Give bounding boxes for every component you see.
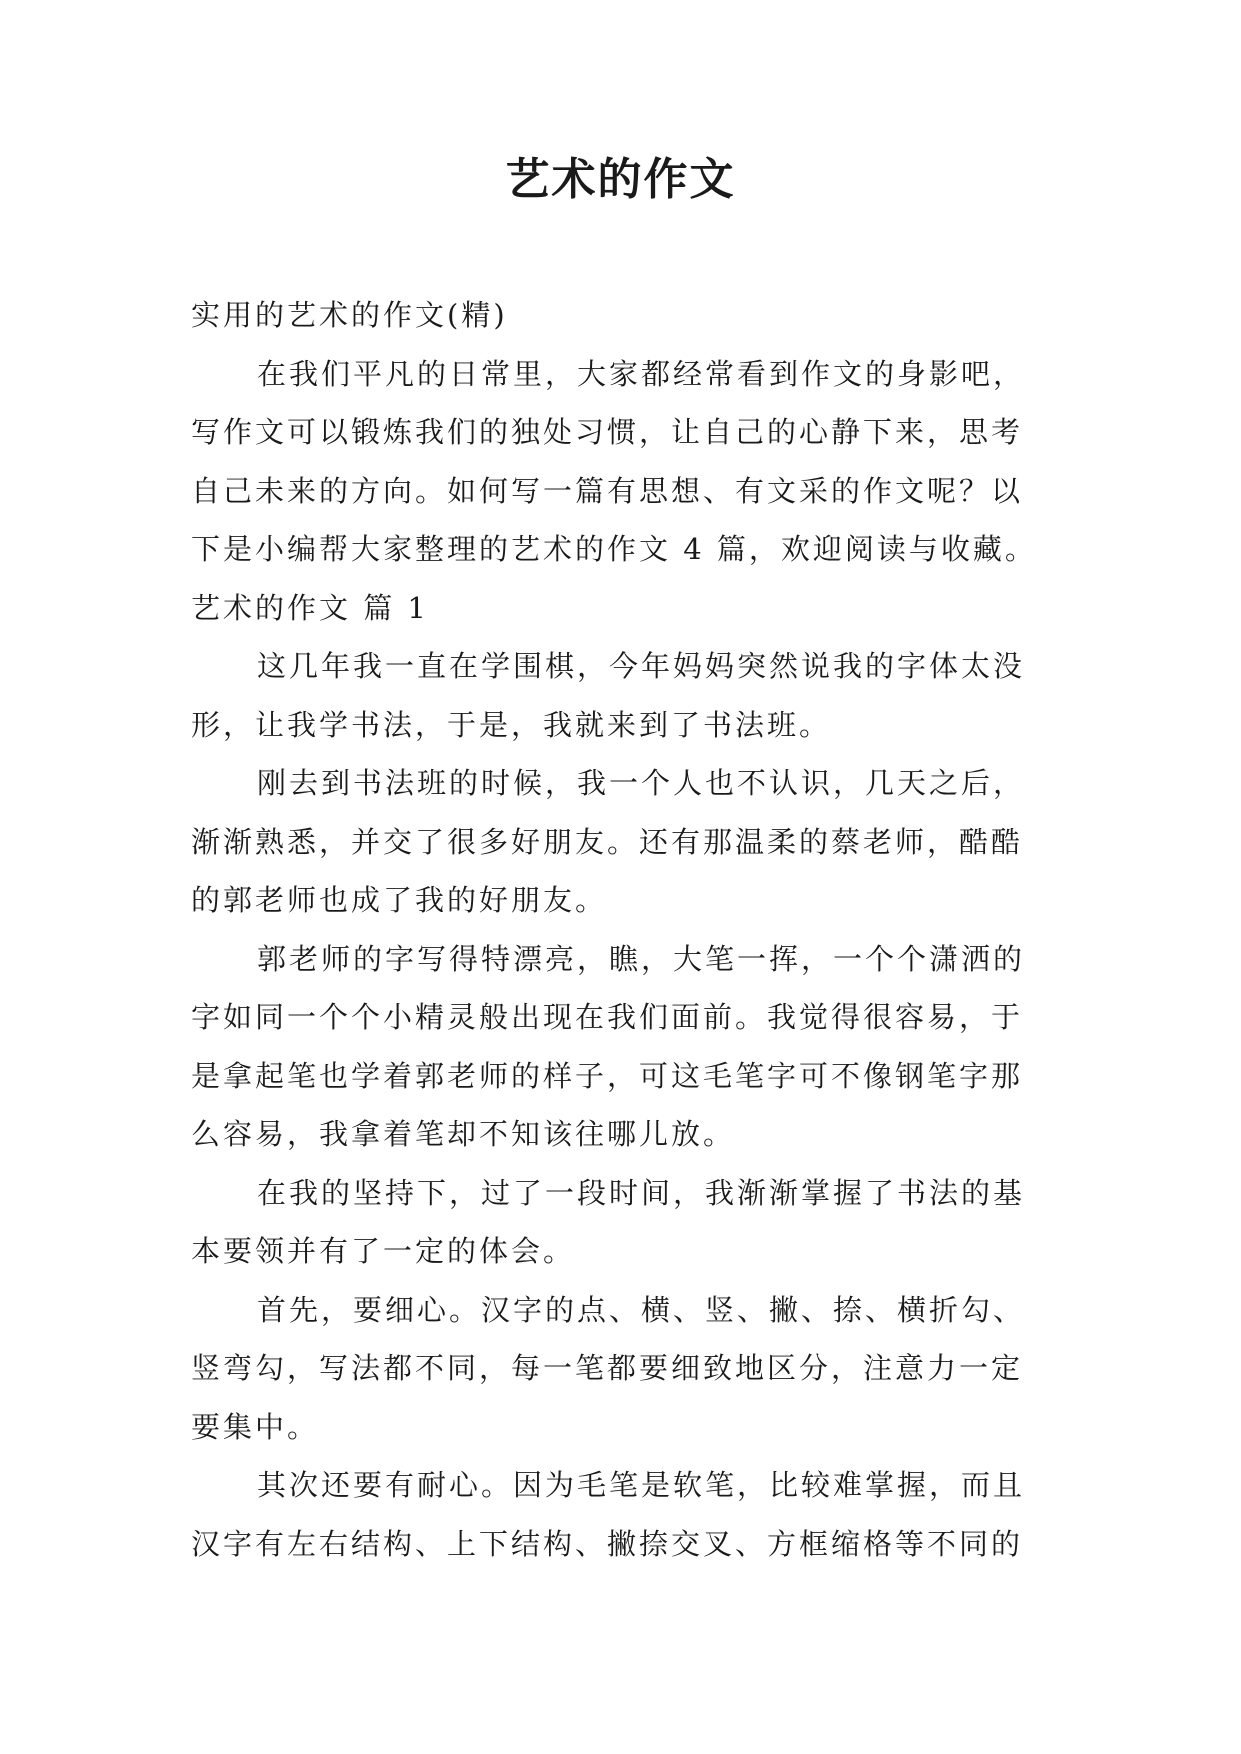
text-line: 的郭老师也成了我的好朋友。 xyxy=(191,883,608,917)
document-title: 艺术的作文 xyxy=(505,154,736,205)
text-line: 在我们平凡的日常里，大家都经常看到作文的身影吧， xyxy=(257,356,1026,391)
text-line: 要集中。 xyxy=(191,1409,320,1444)
text-line: 郭老师的字写得特漂亮，瞧，大笔一挥，一个个潇洒的 xyxy=(257,941,1026,976)
text-line: 这几年我一直在学围棋，今年妈妈突然说我的字体太没 xyxy=(257,649,1026,683)
text-line: 自己未来的方向。如何写一篇有思想、有文采的作文呢？以 xyxy=(191,473,1024,508)
text-line: 字如同一个个小精灵般出现在我们面前。我觉得很容易，于 xyxy=(191,1000,1024,1034)
text-line: 本要领并有了一定的体会。 xyxy=(191,1234,576,1268)
text-line: 在我的坚持下，过了一段时间，我渐渐掌握了书法的基 xyxy=(257,1175,1026,1210)
text-line: 是拿起笔也学着郭老师的样子，可这毛笔字可不像钢笔字那 xyxy=(191,1058,1024,1093)
text-line: 其次还要有耐心。因为毛笔是软笔，比较难掌握，而且 xyxy=(257,1468,1026,1502)
text-line: 艺术的作文 篇 1 xyxy=(191,590,429,625)
text-line: 下是小编帮大家整理的艺术的作文 4 篇，欢迎阅读与收藏。 xyxy=(191,532,1037,566)
text-line: 实用的艺术的作文(精) xyxy=(191,298,508,332)
text-line: 首先，要细心。汉字的点、横、竖、撇、捺、横折勾、 xyxy=(257,1292,1026,1327)
text-line: 刚去到书法班的时候，我一个人也不认识，几天之后， xyxy=(257,766,1026,800)
text-line: 竖弯勾，写法都不同，每一笔都要细致地区分，注意力一定 xyxy=(191,1351,1024,1385)
text-line: 么容易，我拿着笔却不知该往哪儿放。 xyxy=(191,1117,736,1151)
text-line: 汉字有左右结构、上下结构、撇捺交叉、方框缩格等不同的 xyxy=(191,1526,1024,1561)
text-line: 写作文可以锻炼我们的独处习惯，让自己的心静下来，思考 xyxy=(191,415,1024,449)
text-line: 渐渐熟悉，并交了很多好朋友。还有那温柔的蔡老师，酷酷 xyxy=(191,824,1024,859)
document-body xyxy=(191,286,1071,1573)
text-line: 形，让我学书法，于是，我就来到了书法班。 xyxy=(191,707,832,742)
